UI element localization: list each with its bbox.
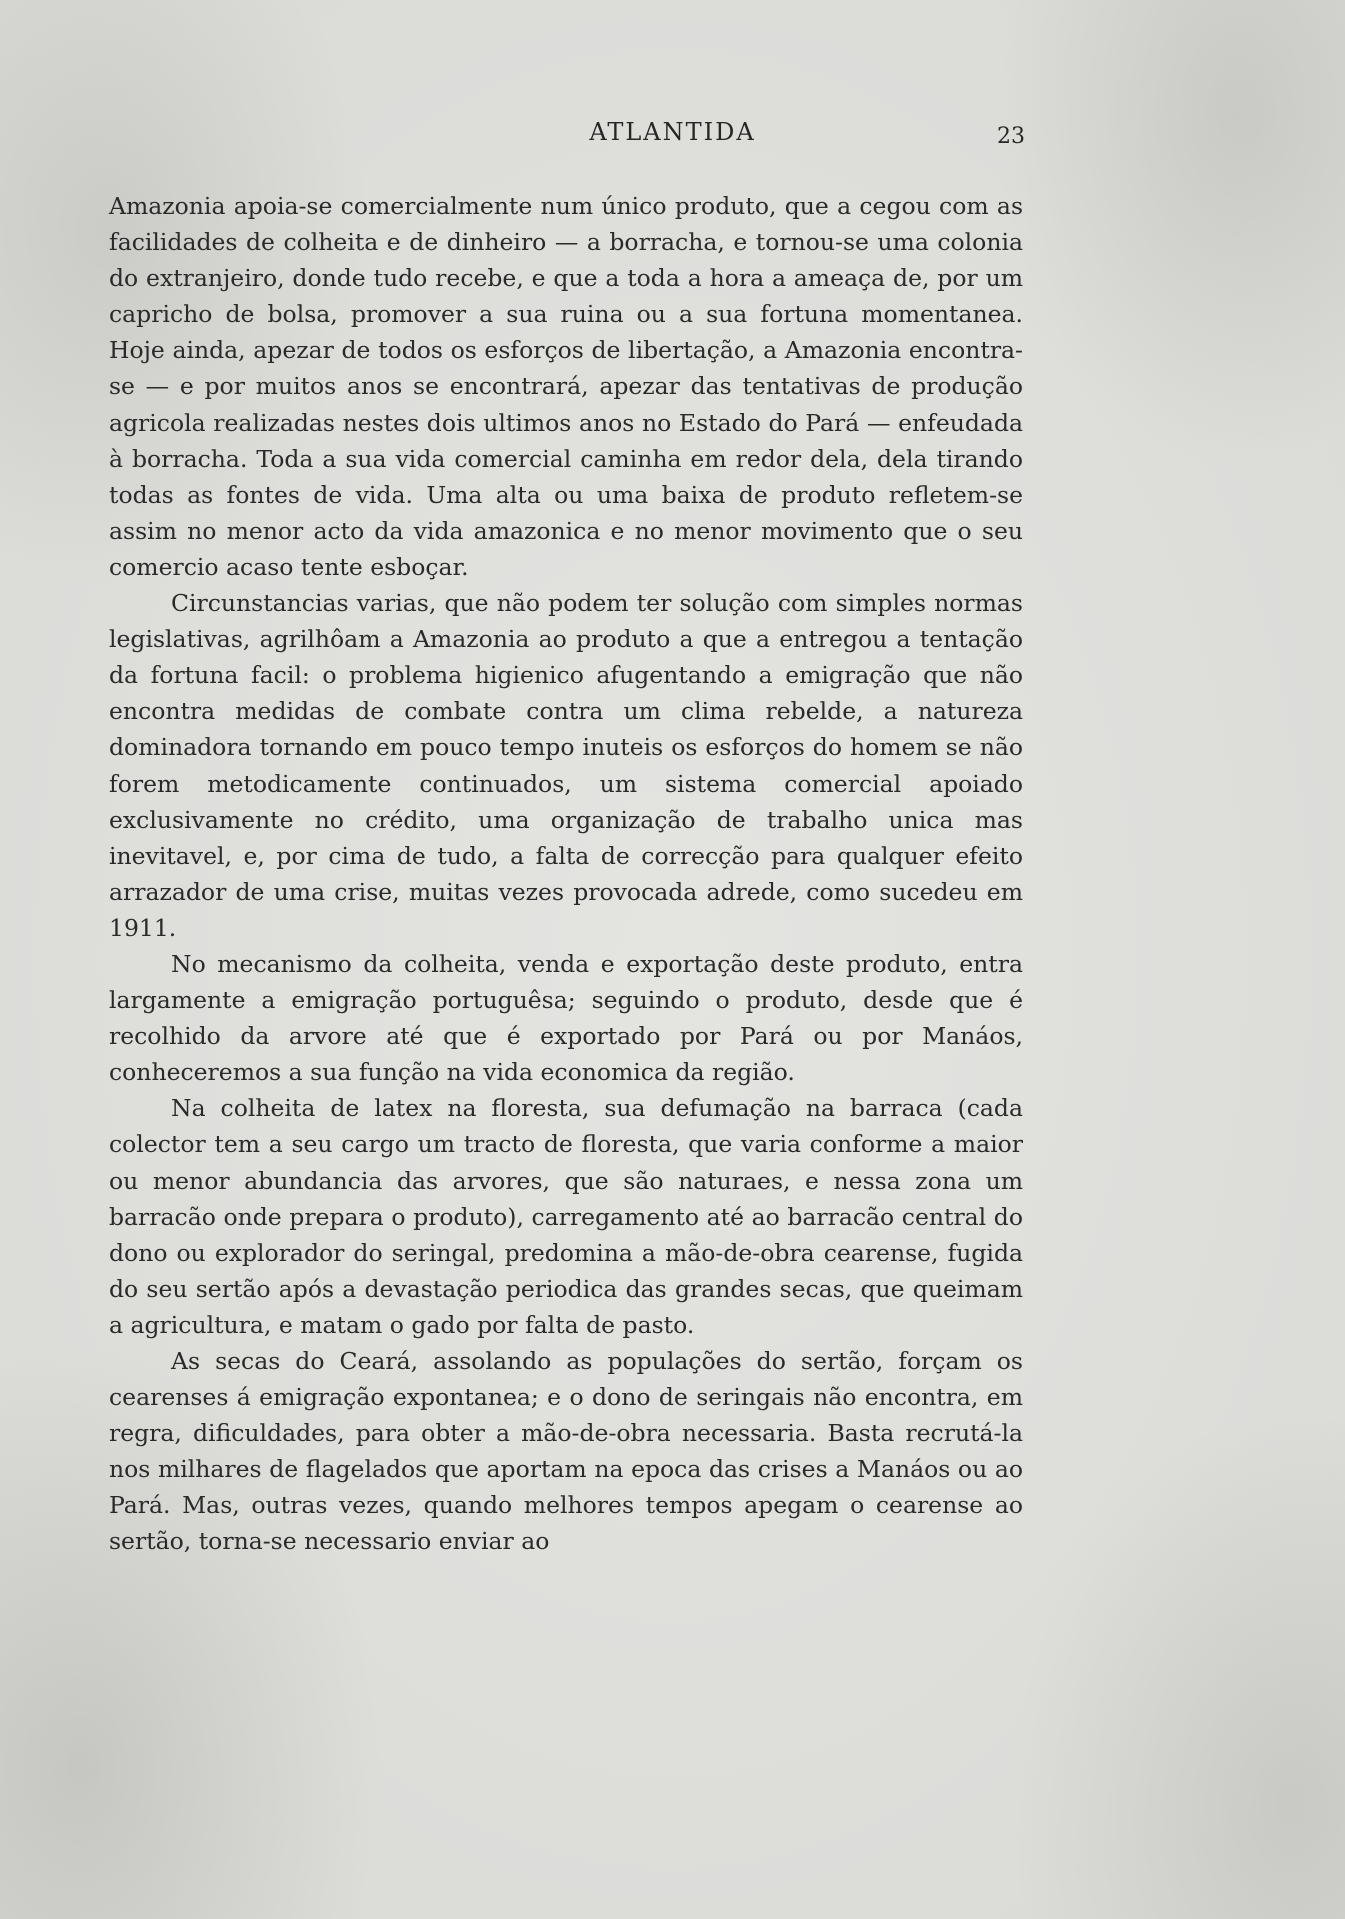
text-body [109, 188, 1023, 1560]
running-head: ATLANTIDA [589, 118, 756, 146]
paragraph-2: Circunstancias varias, que não podem ter solução com simples normas legislativas, agrilhôam a Amazonia ao produto a que a entregou a tentação da fortuna facil: o problema higienico afugentando a emigração que não encontra medidas de combate contra um clima rebelde, a natureza dominadora tornando em pouco tempo inuteis os esforços do homem se não forem metodicamente continuados, um sistema comercial apoiado exclusivamente no crédito, uma organização de trabalho unica mas inevitavel, e, por cima de tudo, a falta de correcção para qualquer efeito arrazador de uma crise, muitas vezes provocada adrede, como sucedeu em 1911. [109, 589, 1023, 942]
paragraph-4: Na colheita de latex na floresta, sua defumação na barraca (cada colector tem a seu cargo um tracto de floresta, que varia conforme a maior ou menor abundancia das arvores, que são naturaes, e nessa zona um barracão onde prepara o produto), carregamento até ao barracão central do dono ou explorador do seringal, predomina a mão-de-obra cearense, fugida do seu sertão após a devastação periodica das grandes secas, que queimam a agricultura, e matam o gado por falta de pasto. [109, 1094, 1023, 1339]
paragraph-1: Amazonia apoia-se comercialmente num único produto, que a cegou com as facilidades de colheita e de dinheiro — a borracha, e tornou-se uma colonia do extranjeiro, donde tudo recebe, e que a toda a hora a ameaça de, por um capricho de bolsa, promover a sua ruina ou a sua fortuna momentanea. Hoje ainda, apezar de todos os esforços de libertação, a Amazonia encontra-se — e por muitos anos se encontrará, apezar das tentativas de produção agricola realizadas nestes dois ultimos anos no Estado do Pará — enfeudada à borracha. Toda a sua vida comercial caminha em redor dela, dela tirando todas as fontes de vida. Uma alta ou uma baixa de produto refletem-se assim no menor acto da vida amazonica e no menor movimento que o seu comercio acaso tente esboçar. [109, 192, 1023, 581]
page-number: 23 [997, 124, 1025, 149]
paragraph-3: No mecanismo da colheita, venda e exportação deste produto, entra largamente a emigração portuguêsa; seguindo o produto, desde que é recolhido da arvore até que é exportado por Pará ou por Manáos, conheceremos a sua função na vida economica da região. [109, 949, 1023, 1087]
paragraph-5: As secas do Ceará, assolando as populações do sertão, forçam os cearenses á emigração expontanea; e o dono de seringais não encontra, em regra, dificuldades, para obter a mão-de-obra necessaria. Basta recrutá-la nos milhares de flagelados que aportam na epoca das crises a Manáos ou ao Pará. Mas, outras vezes, quando melhores tempos apegam o cearense ao sertão, torna-se necessario enviar ao [109, 1347, 1023, 1556]
page-header [0, 118, 1345, 158]
